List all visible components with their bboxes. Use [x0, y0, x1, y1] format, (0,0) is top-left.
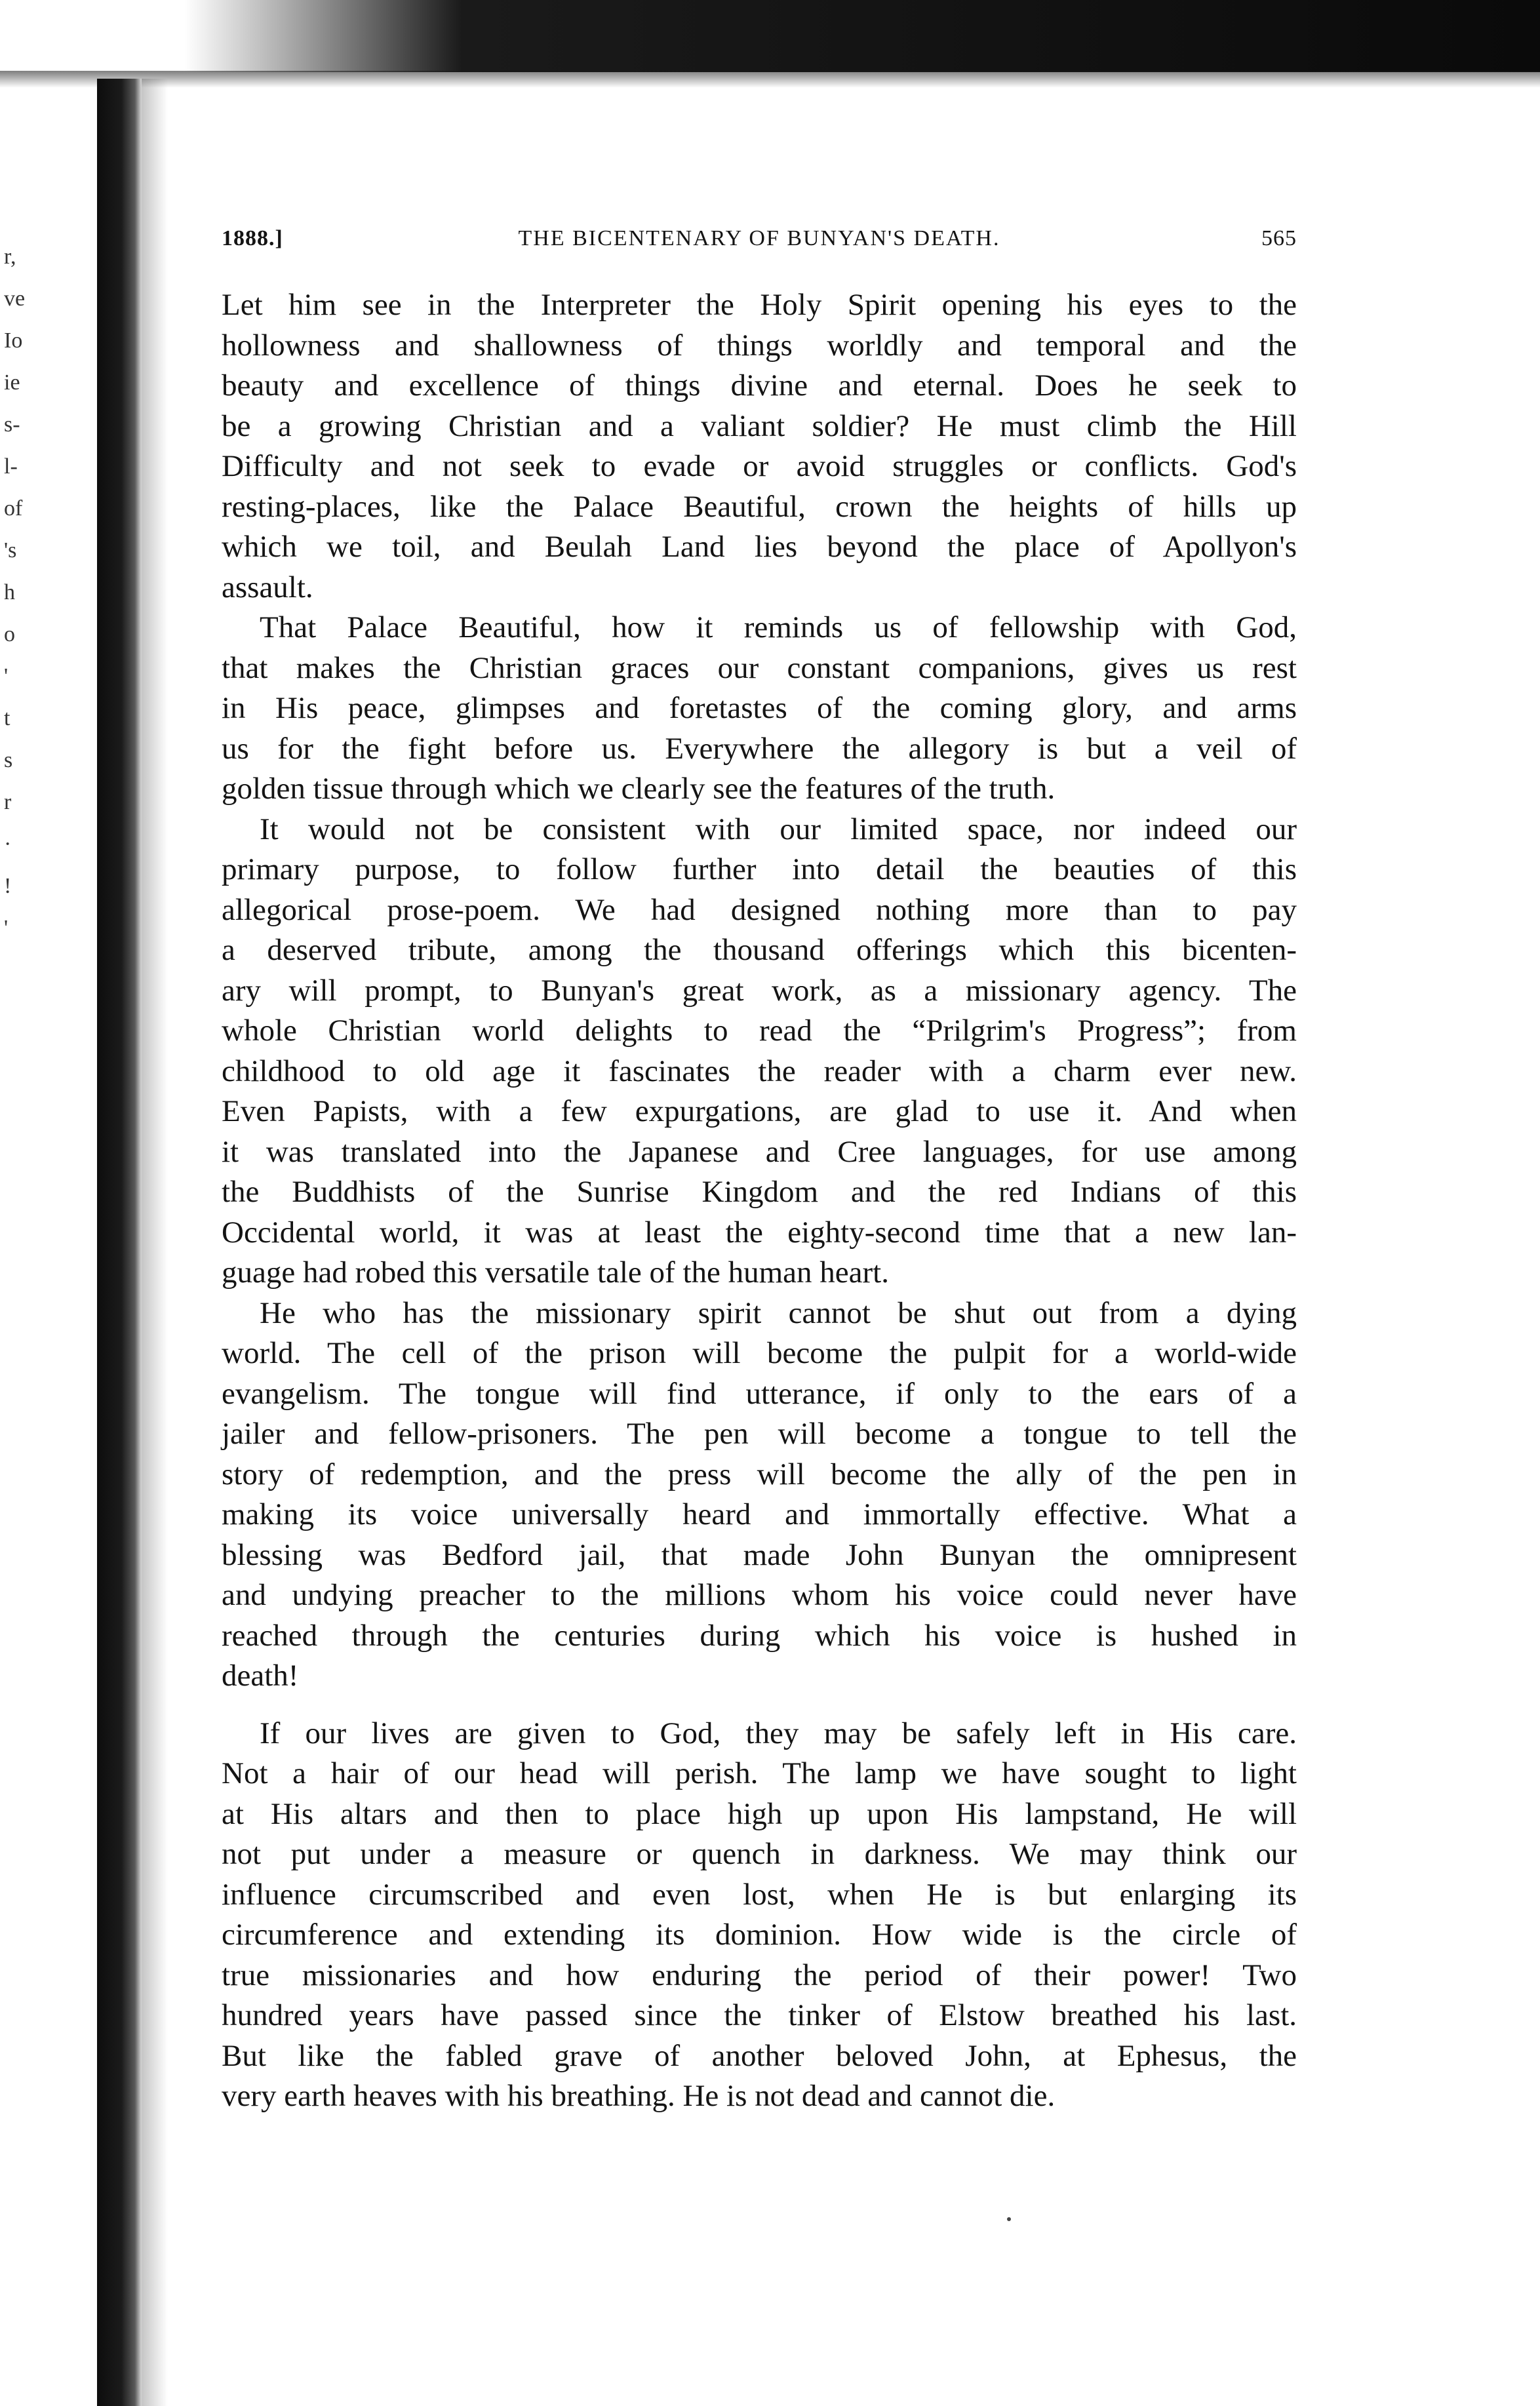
margin-fragment: s- — [4, 412, 20, 437]
paragraph — [222, 608, 1297, 810]
margin-fragment: · — [4, 832, 12, 856]
text-line: Even Papists, with a few expurgations, are glad to use it. And when — [222, 1094, 1297, 1128]
text-line: circumference and extending its dominion. How wide is the circle of — [222, 1918, 1297, 1952]
paragraph — [222, 810, 1297, 1293]
text-line: a deserved tribute, among the thousand offerings which this bicenten- — [222, 933, 1297, 967]
text-line: If our lives are given to God, they may be safely left in His care. — [260, 1716, 1297, 1750]
text-line: primary purpose, to follow further into detail the beauties of this — [222, 852, 1297, 886]
margin-fragment: r — [4, 790, 12, 814]
text-line: It would not be consistent with our limited space, nor indeed our — [260, 812, 1297, 846]
text-line: world. The cell of the prison will become the pulpit for a world-wide — [222, 1336, 1297, 1370]
article-body — [222, 285, 1297, 2117]
text-line: reached through the centuries during which his voice is hushed in — [222, 1618, 1297, 1653]
margin-fragment: h — [4, 580, 15, 604]
text-line: assault. — [222, 570, 313, 604]
margin-fragment: r, — [4, 245, 16, 269]
scan-top-dark-edge — [0, 0, 1540, 72]
margin-fragment: l- — [4, 454, 18, 479]
text-line: at His altars and then to place high up upon His lampstand, He will — [222, 1796, 1297, 1831]
margin-fragment: Io — [4, 328, 23, 353]
margin-fragment: 's — [4, 538, 17, 562]
text-line: blessing was Bedford jail, that made John Bunyan the omnipresent — [222, 1537, 1297, 1572]
text-line: allegorical prose-poem. We had designed nothing more than to pay — [222, 892, 1297, 927]
margin-fragment: of — [4, 496, 23, 521]
margin-fragment: ve — [4, 286, 26, 311]
text-line: guage had robed this versatile tale of the human heart. — [222, 1255, 889, 1290]
header-year: 1888.] — [222, 226, 283, 250]
text-line: Difficulty and not seek to evade or avoid struggles or conflicts. God's — [222, 449, 1297, 483]
paragraph — [222, 1714, 1297, 2117]
text-line: But like the fabled grave of another beloved John, at Ephesus, the — [222, 2038, 1297, 2073]
margin-fragment: ! — [4, 874, 12, 898]
text-line: That Palace Beautiful, how it reminds us of fellowship with God, — [260, 610, 1297, 644]
paragraph — [222, 285, 1297, 608]
text-line: whole Christian world delights to read the “Prilgrim's Progress”; from — [222, 1014, 1297, 1048]
text-line: hollowness and shallowness of things worldly and temporal and the — [222, 328, 1297, 363]
margin-fragment: o — [4, 622, 15, 646]
text-line: jailer and fellow-prisoners. The pen will become a tongue to tell the — [222, 1417, 1297, 1451]
text-line: true missionaries and how enduring the period of their power! Two — [222, 1958, 1297, 1992]
text-line: making its voice universally heard and immortally effective. What a — [222, 1497, 1297, 1531]
gutter-shadow — [142, 79, 168, 2406]
text-line: childhood to old age it fascinates the reader with a charm ever new. — [222, 1054, 1297, 1088]
text-line: influence circumscribed and even lost, when He is but enlarging its — [222, 1877, 1297, 1912]
running-title: THE BICENTENARY OF BUNYAN'S DEATH. — [518, 226, 1000, 250]
text-line: us for the fight before us. Everywhere the allegory is but a veil of — [222, 731, 1297, 766]
text-line: resting-places, like the Palace Beautiful, crown the heights of hills up — [222, 489, 1297, 524]
text-line: Occidental world, it was at least the eighty-second time that a new lan- — [222, 1215, 1297, 1250]
paragraph — [222, 1293, 1297, 1697]
text-line: be a growing Christian and a valiant soldier? He must climb the Hill — [222, 408, 1297, 443]
text-line: which we toil, and Beulah Land lies beyond the place of Apollyon's — [222, 530, 1297, 564]
scan-speck — [1007, 2217, 1011, 2221]
text-line: and undying preacher to the millions whom his voice could never have — [222, 1578, 1297, 1612]
facing-page-text-fragments — [4, 236, 43, 949]
margin-fragment: t — [4, 706, 10, 730]
text-line: not put under a measure or quench in darkness. We may think our — [222, 1837, 1297, 1871]
scan-top-edge-shadow — [0, 71, 1540, 88]
text-line: evangelism. The tongue will find utterance, if only to the ears of a — [222, 1376, 1297, 1411]
text-line: it was translated into the Japanese and Cree languages, for use among — [222, 1134, 1297, 1169]
margin-fragment: s — [4, 748, 13, 772]
text-line: very earth heaves with his breathing. He is not dead and cannot die. — [222, 2079, 1056, 2113]
text-line: hundred years have passed since the tinker of Elstow breathed his last. — [222, 1998, 1297, 2032]
text-line: He who has the missionary spirit cannot be shut out from a dying — [260, 1295, 1297, 1330]
text-line: that makes the Christian graces our constant companions, gives us rest — [222, 650, 1297, 685]
margin-fragment: ' — [4, 916, 9, 940]
text-line: story of redemption, and the press will become the ally of the pen in — [222, 1457, 1297, 1491]
text-line: the Buddhists of the Sunrise Kingdom and the red Indians of this — [222, 1175, 1297, 1209]
margin-fragment: ie — [4, 370, 20, 395]
text-line: death! — [222, 1659, 299, 1693]
text-line: beauty and excellence of things divine and eternal. Does he seek to — [222, 368, 1297, 403]
margin-fragment: ' — [4, 664, 9, 688]
paragraph-gap — [222, 1697, 1297, 1714]
text-line: Not a hair of our head will perish. The lamp we have sought to light — [222, 1756, 1297, 1790]
text-line: golden tissue through which we clearly see the features of the truth. — [222, 772, 1056, 806]
running-header — [222, 226, 1297, 259]
book-binding-gutter — [97, 79, 142, 2406]
text-line: in His peace, glimpses and foretastes of the coming glory, and arms — [222, 691, 1297, 725]
text-line: Let him see in the Interpreter the Holy Spirit opening his eyes to the — [222, 288, 1297, 322]
text-line: ary will prompt, to Bunyan's great work, as a missionary agency. The — [222, 973, 1297, 1008]
page-number: 565 — [1261, 226, 1297, 250]
